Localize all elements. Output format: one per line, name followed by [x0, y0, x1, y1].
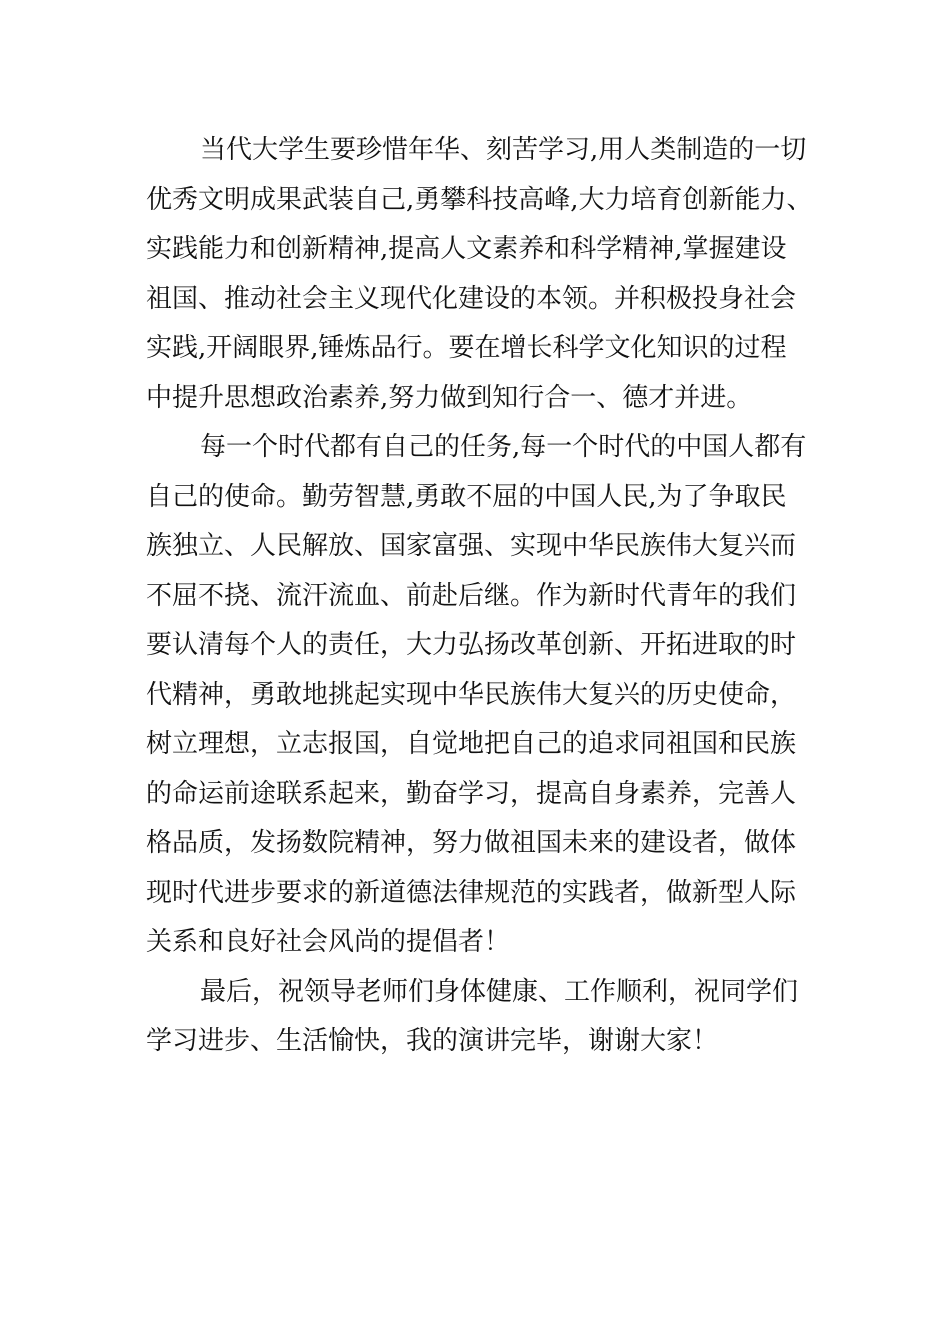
paragraph-line: 不屈不挠、流汗流血、前赴后继。作为新时代青年的我们: [146, 580, 797, 611]
paragraph-line: 族独立、人民解放、国家富强、实现中华民族伟大复兴而: [146, 531, 797, 561]
paragraph-line: 当代大学生要珍惜年华、刻苦学习,用人类制造的一切: [200, 135, 807, 165]
paragraph-line: 中提升思想政治素养,努力做到知行合一、德才并进。: [146, 382, 753, 413]
paragraph-2: [146, 423, 826, 968]
paragraph-line: 格品质，发扬数院精神，努力做祖国未来的建设者，做体: [146, 828, 797, 858]
paragraph-line: 代精神，勇敢地挑起实现中华民族伟大复兴的历史使命，: [146, 679, 797, 710]
paragraph-line: 关系和良好社会风尚的提倡者！: [146, 927, 511, 957]
paragraph-line: 每一个时代都有自己的任务,每一个时代的中国人都有: [200, 432, 807, 462]
paragraph-line: 学习进步、生活愉快，我的演讲完毕，谢谢大家！: [146, 1026, 719, 1056]
paragraph-3: [146, 968, 826, 1067]
paragraph-line: 的命运前途联系起来，勤奋学习，提高自身素养，完善人: [146, 778, 797, 809]
paragraph-line: 优秀文明成果武装自己,勇攀科技高峰,大力培育创新能力、: [146, 184, 813, 215]
paragraph-line: 自己的使命。勤劳智慧,勇敢不屈的中国人民,为了争取民: [146, 481, 787, 512]
speech-body: [146, 126, 826, 1067]
paragraph-line: 现时代进步要求的新道德法律规范的实践者，做新型人际: [146, 877, 797, 908]
paragraph-line: 实践能力和创新精神,提高人文素养和科学精神,掌握建设: [146, 234, 787, 264]
paragraph-line: 要认清每个人的责任，大力弘扬改革创新、开拓进取的时: [146, 630, 797, 660]
paragraph-line: 实践,开阔眼界,锤炼品行。要在增长科学文化知识的过程: [146, 333, 787, 363]
paragraph-line: 最后，祝领导老师们身体健康、工作顺利，祝同学们: [200, 976, 799, 1007]
paragraph-1: [146, 126, 826, 423]
paragraph-line: 祖国、推动社会主义现代化建设的本领。并积极投身社会: [146, 283, 797, 314]
paragraph-line: 树立理想，立志报国，自觉地把自己的追求同祖国和民族: [146, 729, 797, 759]
